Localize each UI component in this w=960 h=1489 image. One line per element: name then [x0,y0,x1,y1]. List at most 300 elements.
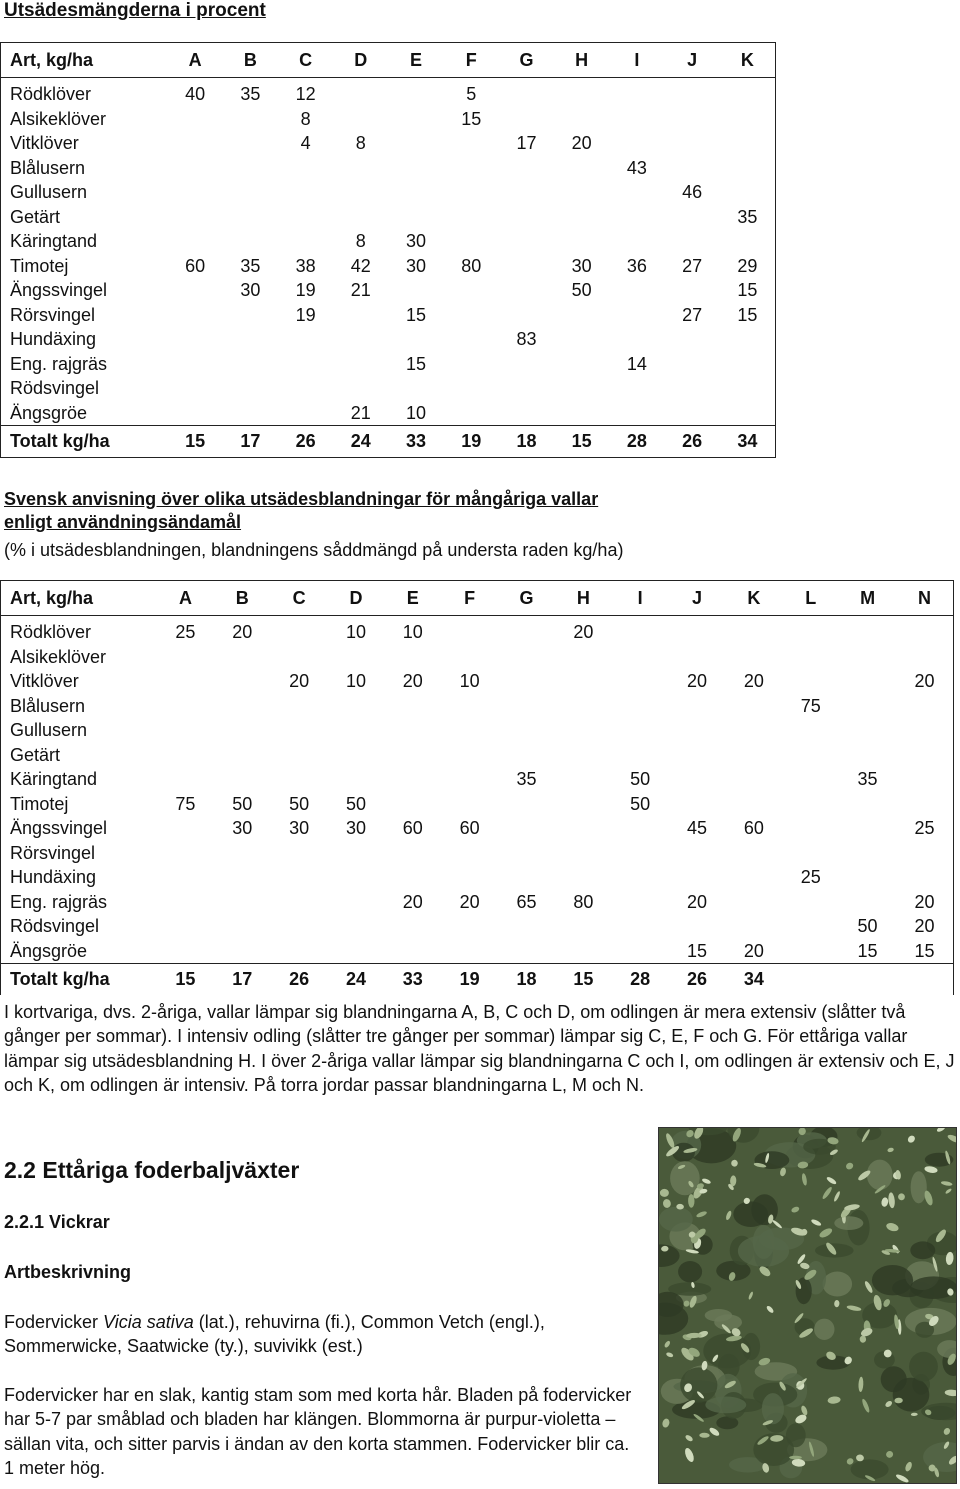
row-label: Gullusern [10,182,88,202]
table-cell: 10 [406,402,427,423]
table-cell: 60 [402,818,423,838]
table-cell: 25 [175,622,196,642]
table-cell: 35 [857,769,878,789]
table-cell [782,914,839,939]
table-cell [271,890,328,915]
table-cell [782,718,839,743]
table-row [1,767,954,792]
total-cell: 33 [384,964,441,996]
total-cell: 34 [725,964,782,996]
table-cell [441,841,498,866]
section-subtitle: (% i utsädesblandningen, blandningens såddmängd på understa raden kg/ha) [4,540,624,560]
table-cell [384,694,441,719]
table-cell [720,229,776,254]
section-heading-line-1: Svensk anvisning över olika utsädesblandningar för mångåriga vallar [4,489,599,509]
table-cell [612,865,669,890]
table-cell [782,616,839,645]
column-header-i: I [609,43,664,78]
table-cell [278,205,333,230]
table-cell [554,303,609,328]
table-cell [554,352,609,377]
table-cell: 15 [406,304,427,325]
table-cell [168,401,223,426]
table-cell [498,914,555,939]
table-cell [157,865,214,890]
table-cell [214,939,271,964]
foliage-shadow [872,1265,913,1295]
table-cell: 50 [630,769,651,789]
column-header-h: H [554,43,609,78]
table-cell: 46 [682,182,703,202]
table-cell [555,743,612,768]
total-row [1,964,954,996]
column-header-k: K [720,43,776,78]
table-cell [896,718,954,743]
table-cell: 15 [461,108,482,129]
total-cell: 24 [328,964,385,996]
table-cell [168,327,223,352]
table-cell: 19 [295,304,316,325]
table-cell [555,816,612,841]
table-cell: 50 [289,793,310,814]
column-header-c: C [278,43,333,78]
table-cell [157,718,214,743]
table-cell: 29 [737,255,758,276]
foliage-shadow [834,1216,863,1230]
column-header-i: I [612,581,669,616]
row-label: Blålusern [10,695,86,716]
column-header-j: J [665,43,720,78]
table-cell: 8 [300,108,311,129]
table-cell [665,376,720,401]
table-cell [223,352,278,377]
table-cell: 45 [687,818,708,838]
table-cell: 36 [626,255,647,276]
row-label: Getärt [10,744,61,765]
table-cell [839,865,896,890]
column-header-f: F [444,43,499,78]
table-cell [609,229,664,254]
table-cell [328,718,385,743]
table-cell [720,327,776,352]
table-cell [669,767,726,792]
table-cell [444,278,499,303]
table-cell [839,669,896,694]
table-cell: 20 [743,671,764,691]
foliage-shadow [659,1207,693,1232]
table-cell [612,841,669,866]
table-cell [214,694,271,719]
table-cell [609,278,664,303]
table-cell [441,743,498,768]
table-cell: 50 [630,793,651,814]
table-cell [333,78,388,107]
table-cell [388,107,443,132]
table-cell: 60 [185,255,206,276]
table-cell [839,616,896,645]
table-row [1,254,776,279]
table-row [1,376,776,401]
table-cell [839,792,896,817]
row-label: Rörsvingel [10,842,96,863]
table-cell [333,352,388,377]
table-cell [384,841,441,866]
table-cell [444,205,499,230]
total-row [1,426,776,458]
table-row [1,303,776,328]
table-cell [720,401,776,426]
table-cell: 21 [350,280,371,300]
table-cell [782,890,839,915]
table-cell [271,914,328,939]
table-cell [720,156,776,181]
table-cell [168,156,223,181]
table-cell [609,78,664,107]
row-label: Alsikeklöver [10,646,107,667]
table-cell [612,645,669,670]
table-cell [271,767,328,792]
table-cell [384,792,441,817]
table-row [1,816,954,841]
table-cell [896,616,954,645]
total-cell: 19 [444,426,499,458]
table-row [1,718,954,743]
table-cell [555,939,612,964]
table-cell [384,767,441,792]
total-cell: 19 [441,964,498,996]
table-cell [498,645,555,670]
table-cell [499,229,554,254]
table-cell [168,131,223,156]
table-cell [555,694,612,719]
table-cell [498,669,555,694]
table-cell [725,645,782,670]
total-cell: 17 [214,964,271,996]
foliage-shadow [705,1309,732,1322]
table-cell [157,914,214,939]
row-label: Käringtand [10,769,98,789]
column-header-g: G [498,581,555,616]
table-cell [499,278,554,303]
table-cell [609,376,664,401]
row-label: Gullusern [10,720,88,740]
total-cell: 28 [609,426,664,458]
table-cell [157,841,214,866]
column-header-species: Art, kg/ha [1,581,158,616]
table-row [1,914,954,939]
species-other-names: (lat.), rehuvirna (fi.), Common Vetch (engl.), Sommerwicke, Saatwicke (ty.), suvivikk (est.) [4,1312,545,1357]
table-row [1,156,776,181]
table-cell [554,327,609,352]
table-cell: 15 [406,353,427,374]
table-cell [328,914,385,939]
table-cell [499,303,554,328]
column-header-d: D [333,43,388,78]
table-cell: 5 [466,84,477,104]
table-cell [441,792,498,817]
table-cell [665,401,720,426]
table-cell [441,939,498,964]
table-cell [665,131,720,156]
table-cell [444,131,499,156]
table-cell: 10 [402,622,423,642]
table-cell [441,718,498,743]
column-header-h: H [555,581,612,616]
table-cell [499,156,554,181]
table-cell [839,694,896,719]
table-cell: 80 [461,255,482,276]
table-cell: 38 [295,255,316,276]
table-cell [388,376,443,401]
table-cell [555,865,612,890]
table-cell: 15 [687,940,708,961]
row-label: Ängsgröe [10,940,88,961]
table-row [1,352,776,377]
table-cell [214,890,271,915]
table-cell: 30 [289,818,310,838]
table-row [1,131,776,156]
table-cell: 4 [300,133,311,153]
table-cell [384,914,441,939]
row-label: Ängssvingel [10,280,108,300]
table-cell [168,278,223,303]
table-cell [157,767,214,792]
table-cell [444,180,499,205]
table-cell: 35 [240,255,261,276]
page-title: Utsädesmängderna i procent [4,0,266,21]
row-label: Käringtand [10,231,98,251]
table-cell [333,107,388,132]
table-cell [554,376,609,401]
table-cell [333,180,388,205]
table-cell [384,645,441,670]
table-cell [498,816,555,841]
total-cell: 15 [555,964,612,996]
table-cell [271,616,328,645]
table-cell [555,718,612,743]
table-cell: 20 [402,671,423,691]
table-cell: 27 [682,304,703,325]
table-row [1,743,954,768]
table-cell [896,767,954,792]
column-header-a: A [168,43,223,78]
seed-rate-table-percent [0,42,776,458]
table-cell: 19 [295,280,316,300]
total-cell: 15 [168,426,223,458]
table-cell: 20 [289,671,310,691]
row-label: Eng. rajgräs [10,891,108,912]
table-cell [278,352,333,377]
table-cell [612,718,669,743]
table-cell [444,303,499,328]
table-cell [612,669,669,694]
table-cell: 20 [914,671,935,691]
table-cell: 20 [232,622,253,642]
table-cell [782,939,839,964]
table-cell [839,841,896,866]
table-cell [498,616,555,645]
total-cell [896,964,954,996]
table-cell [669,616,726,645]
table-cell [498,718,555,743]
table-cell: 75 [175,793,196,814]
table-cell [214,767,271,792]
table-cell [665,352,720,377]
total-cell: 24 [333,426,388,458]
table-cell [333,156,388,181]
foliage-shadow [893,1378,930,1412]
table-cell [157,743,214,768]
table-cell [271,694,328,719]
row-label: Blålusern [10,157,86,178]
species-description-paragraph: Fodervicker har en slak, kantig stam som med korta hår. Bladen på fodervicker har 5-7 par småblad och bladen har klängen. Blommorna är purpur-violetta – sällan vita, och sitter parvis i ändan av den korta stammen. Fodervicker blir ca. 1 meter hög. [4,1385,632,1478]
table-cell [441,914,498,939]
table-cell [157,816,214,841]
table-row [1,694,954,719]
table-cell: 65 [516,891,537,912]
table-cell [278,376,333,401]
table-row [1,401,776,426]
table-cell [168,229,223,254]
table-header-row [1,43,776,78]
total-cell: 28 [612,964,669,996]
table-row [1,180,776,205]
species-description-heading: Artbeskrivning [4,1262,132,1282]
table-cell [609,180,664,205]
table-cell [554,205,609,230]
table-cell [555,645,612,670]
table-cell [665,278,720,303]
table-header-row [1,581,954,616]
table-body [1,78,776,458]
table-cell [669,841,726,866]
table-cell [555,792,612,817]
table-cell [333,327,388,352]
column-header-e: E [384,581,441,616]
table-cell [214,865,271,890]
vetch-plant-photo [658,1127,957,1484]
table-cell [609,327,664,352]
table-cell [441,767,498,792]
table-cell [223,205,278,230]
table-cell [223,180,278,205]
table-cell [612,616,669,645]
table-cell [214,841,271,866]
table-cell [168,180,223,205]
table-row [1,645,954,670]
table-cell [612,939,669,964]
table-cell [669,694,726,719]
table-cell [555,669,612,694]
table-cell [157,645,214,670]
row-label: Hundäxing [10,867,97,887]
foliage-shadow [867,1160,893,1190]
table-row [1,205,776,230]
row-label: Rödklöver [10,84,92,104]
table-cell [554,229,609,254]
table-cell [725,718,782,743]
table-cell [669,718,726,743]
table-cell [444,352,499,377]
table-cell [223,401,278,426]
table-cell: 30 [406,231,427,251]
foliage-shadow [909,1352,938,1382]
table-cell [223,131,278,156]
table-cell [725,616,782,645]
table-cell [271,743,328,768]
table-cell [168,352,223,377]
total-label: Totalt kg/ha [1,426,168,458]
table-cell [388,131,443,156]
table-cell: 21 [350,402,371,423]
table-cell [498,743,555,768]
table-cell: 10 [345,622,366,642]
column-header-n: N [896,581,954,616]
table-cell [609,107,664,132]
table-row [1,669,954,694]
table-cell [499,254,554,279]
row-label: Ängssvingel [10,818,108,838]
table-cell: 20 [914,916,935,936]
table-cell: 10 [345,671,366,691]
table-cell [665,107,720,132]
row-label: Rödklöver [10,622,92,642]
foliage-shadow [733,1201,768,1227]
table-cell [278,156,333,181]
total-cell: 26 [271,964,328,996]
table-cell [725,865,782,890]
leaflet [789,1456,802,1459]
total-cell: 33 [388,426,443,458]
table-cell [499,376,554,401]
row-label: Rödsvingel [10,916,100,936]
column-header-a: A [157,581,214,616]
table-cell: 35 [240,84,261,104]
table-cell: 42 [350,255,371,276]
total-cell: 26 [669,964,726,996]
table-cell [333,303,388,328]
table-cell [612,694,669,719]
table-cell: 8 [355,133,366,153]
column-header-l: L [782,581,839,616]
table-cell [782,816,839,841]
table-cell: 20 [459,891,480,912]
table-cell: 8 [355,231,366,251]
table-cell [554,78,609,107]
row-label: Alsikeklöver [10,108,107,129]
table-cell [609,303,664,328]
column-header-g: G [499,43,554,78]
table-cell [214,645,271,670]
table-cell [839,743,896,768]
table-cell [612,890,669,915]
total-cell: 17 [223,426,278,458]
table-cell [223,376,278,401]
table-cell [168,107,223,132]
table-cell: 30 [406,255,427,276]
table-cell [168,205,223,230]
table-cell [499,78,554,107]
table-cell [271,865,328,890]
table-row [1,939,954,964]
table-cell [720,107,776,132]
table-cell: 12 [295,84,316,104]
table-cell: 83 [516,329,537,349]
table-cell [214,914,271,939]
table-cell: 40 [185,84,206,104]
table-cell [278,401,333,426]
table-cell: 50 [571,280,592,300]
